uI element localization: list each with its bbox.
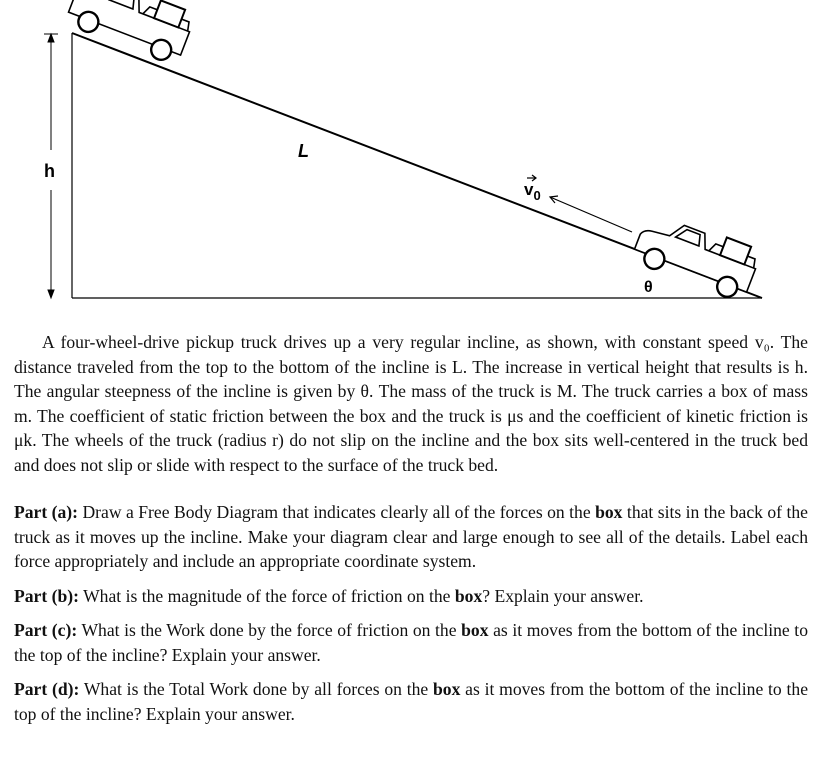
part-emphasis: box — [454, 585, 483, 606]
label-h: h — [44, 161, 55, 181]
label-L: L — [298, 141, 309, 161]
part-label: Part (b): — [14, 585, 79, 606]
part-text: What is the Work done by the force of friction on the — [77, 620, 462, 640]
label-theta: θ — [644, 279, 653, 296]
part-emphasis: box — [433, 679, 461, 699]
part-text: Draw a Free Body Diagram that indicates clearly all of the forces on the — [78, 502, 596, 522]
intro-line: respect to the surface of the truck bed. — [229, 454, 499, 475]
incline-figure — [0, 0, 822, 310]
part-d — [14, 677, 808, 726]
intro-line: height that results is h. The angular steepness of the incline is given by θ. The mass of the truck is — [14, 356, 808, 401]
part-text: that sits in the back of the truck as it moves up the incline. Make your diagram clear and large enough to see all of the details. Label each force appropriately and include an appropriate coordinate system. — [14, 502, 808, 571]
part-label: Part (c): — [14, 620, 78, 640]
label-v0: $v_0$ — [524, 180, 541, 203]
part-c — [14, 618, 808, 667]
part-a — [14, 500, 808, 574]
part-b — [14, 584, 808, 609]
velocity-arrow — [550, 196, 632, 232]
intro-line: M. The truck carries a box of mass m. The coefficient of static friction between the box and the — [14, 381, 808, 426]
intro-line: slip on the incline and the box sits well-centered in the truck bed and does not slip or slide with — [14, 430, 808, 475]
part-label: Part (d): — [14, 679, 80, 699]
part-text: ? Explain your answer. — [482, 585, 644, 606]
part-text: What is the magnitude of the force of friction on the — [78, 585, 455, 606]
part-text: as it moves from the bottom of the incline to the top of the incline? Explain your answer. — [14, 679, 809, 724]
problem-intro — [14, 330, 808, 477]
part-emphasis: box — [461, 620, 489, 640]
intro-line: v₀. The distance traveled from the top to the bottom of the incline is L. The increase in vertical — [14, 332, 808, 377]
part-text: What is the Total Work done by all forces on the — [79, 679, 433, 699]
part-label: Part (a): — [14, 502, 79, 522]
intro-line: A four-wheel-drive pickup truck drives up a very regular incline, as shown, with constant speed — [42, 332, 755, 352]
part-text: as it moves from the bottom of the incline to the top of the incline? Explain your answer. — [14, 620, 808, 665]
problem-text — [14, 330, 808, 726]
part-emphasis: box — [595, 502, 623, 522]
intro-line: truck is μs and the coefficient of kinetic friction is μk. The wheels of the truck (radius r) do not — [14, 405, 808, 450]
